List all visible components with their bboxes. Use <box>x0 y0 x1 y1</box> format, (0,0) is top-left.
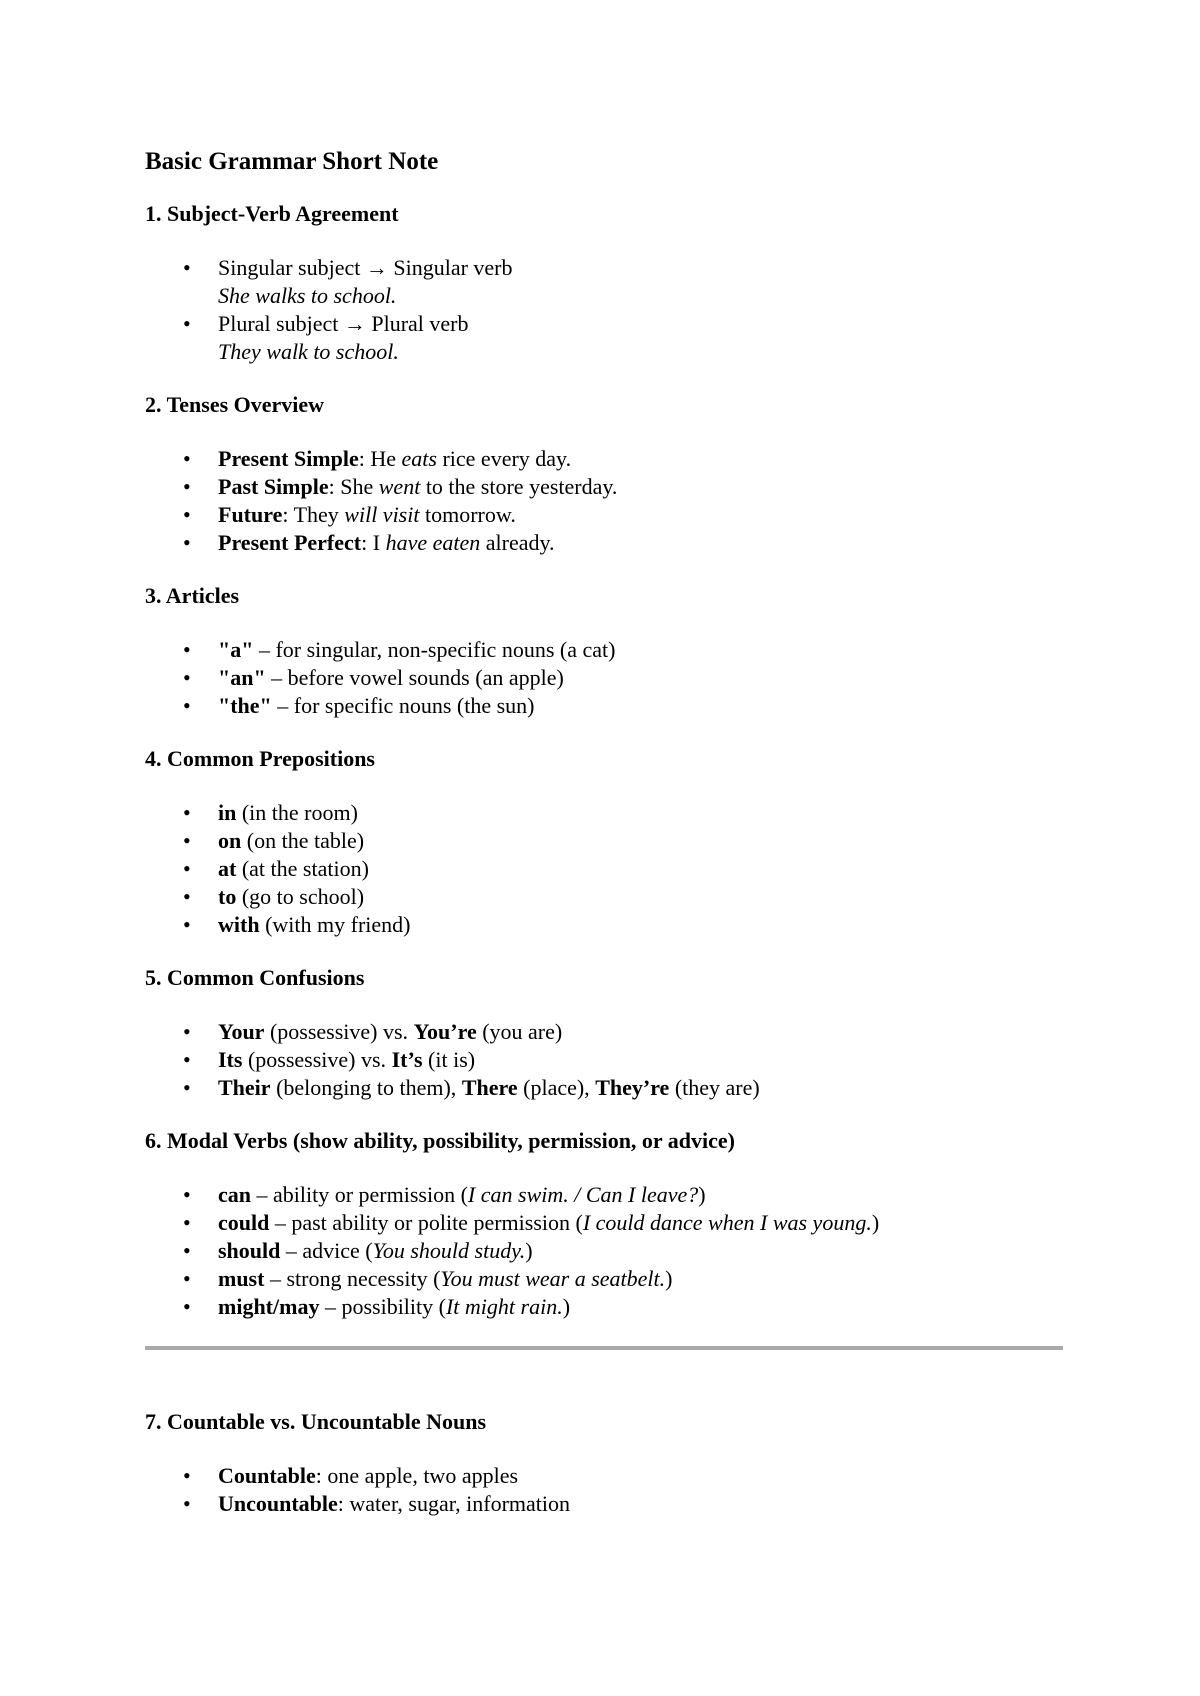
bullet-icon: • <box>183 1019 191 1044</box>
noun-type-term: Uncountable <box>218 1491 338 1516</box>
list-item <box>145 1462 1065 1490</box>
tense-term: Present Perfect <box>218 530 362 555</box>
item-text: : He <box>358 446 402 471</box>
subject-verb-list <box>145 254 1065 366</box>
section-heading-tenses: 2. Tenses Overview <box>145 392 325 417</box>
preposition-term: to <box>218 884 237 909</box>
confusion-term: Its <box>218 1047 243 1072</box>
list-item <box>145 1018 1065 1046</box>
list-item <box>145 473 1065 501</box>
articles-list <box>145 636 1065 720</box>
list-item <box>145 664 1065 692</box>
bullet-icon: • <box>183 1238 191 1263</box>
item-text: (they are) <box>669 1075 760 1100</box>
bullet-icon: • <box>183 1182 191 1207</box>
list-item <box>145 1046 1065 1074</box>
item-text: (with my friend) <box>259 912 411 937</box>
example-sentence: They walk to school. <box>218 339 399 364</box>
bullet-icon: • <box>183 1210 191 1235</box>
tense-term: Future <box>218 502 283 527</box>
preposition-term: at <box>218 856 237 881</box>
item-emphasis: have eaten <box>385 530 481 555</box>
list-item <box>145 1074 1065 1102</box>
article-term: "the" <box>218 693 272 718</box>
list-item <box>145 1293 1065 1321</box>
bullet-icon: • <box>183 1463 191 1488</box>
modal-term: must <box>218 1266 265 1291</box>
list-item <box>145 1209 1065 1237</box>
bullet-icon: • <box>183 856 191 881</box>
list-item <box>145 692 1065 720</box>
bullet-icon: • <box>183 474 191 499</box>
item-text: (belonging to them), <box>270 1075 462 1100</box>
list-item <box>145 529 1065 557</box>
list-item <box>145 501 1065 529</box>
item-text: (possessive) vs. <box>242 1047 392 1072</box>
bullet-icon: • <box>183 912 191 937</box>
horizontal-divider <box>145 1346 1063 1350</box>
item-text: : one apple, two apples <box>315 1463 519 1488</box>
item-text: (it is) <box>422 1047 476 1072</box>
confusion-term: Their <box>218 1075 271 1100</box>
modal-term: should <box>218 1238 281 1263</box>
item-text: – ability or permission ( <box>251 1182 468 1207</box>
countable-list <box>145 1462 1065 1518</box>
confusion-term: Your <box>218 1019 265 1044</box>
modal-term: might/may <box>218 1294 320 1319</box>
list-item <box>145 636 1065 664</box>
item-emphasis: eats <box>401 446 437 471</box>
list-item <box>145 1265 1065 1293</box>
article-term: "an" <box>218 665 266 690</box>
confusion-term: There <box>461 1075 518 1100</box>
confusion-term: They’re <box>595 1075 670 1100</box>
item-text: already. <box>480 530 555 555</box>
bullet-icon: • <box>183 693 191 718</box>
modal-term: could <box>218 1210 270 1235</box>
list-item <box>145 254 1065 310</box>
bullet-icon: • <box>183 665 191 690</box>
item-text: – advice ( <box>280 1238 373 1263</box>
bullet-icon: • <box>183 884 191 909</box>
list-item <box>145 310 1065 366</box>
item-text: – for specific nouns (the sun) <box>271 693 535 718</box>
item-text: ) <box>698 1182 706 1207</box>
tense-term: Present Simple <box>218 446 359 471</box>
item-emphasis: went <box>378 474 421 499</box>
section-heading-prepositions: 4. Common Prepositions <box>145 746 375 771</box>
list-item <box>145 799 1065 827</box>
modal-term: can <box>218 1182 251 1207</box>
list-item <box>145 1237 1065 1265</box>
item-text: to the store yesterday. <box>420 474 618 499</box>
bullet-icon: • <box>183 800 191 825</box>
preposition-term: on <box>218 828 242 853</box>
tense-term: Past Simple <box>218 474 329 499</box>
bullet-icon: • <box>183 446 191 471</box>
bullet-icon: • <box>183 502 191 527</box>
item-text: : They <box>282 502 345 527</box>
item-text: (at the station) <box>236 856 369 881</box>
item-text: (place), <box>517 1075 596 1100</box>
list-item <box>145 827 1065 855</box>
bullet-icon: • <box>183 1266 191 1291</box>
document-body <box>145 146 1065 1543</box>
item-text: (go to school) <box>236 884 365 909</box>
list-item <box>145 1181 1065 1209</box>
rule-text: Plural subject → Plural verb <box>218 311 469 336</box>
page-title: Basic Grammar Short Note <box>145 148 439 175</box>
list-item <box>145 883 1065 911</box>
item-text: : I <box>361 530 386 555</box>
bullet-icon: • <box>183 530 191 555</box>
item-text: rice every day. <box>436 446 572 471</box>
item-text: (in the room) <box>236 800 358 825</box>
item-text: – before vowel sounds (an apple) <box>265 665 564 690</box>
section-heading-modal-verbs: 6. Modal Verbs (show ability, possibility, permission, or advice) <box>145 1128 736 1153</box>
bullet-icon: • <box>183 1491 191 1516</box>
item-text: ) <box>562 1294 571 1319</box>
item-emphasis: You should study. <box>372 1238 526 1263</box>
list-item <box>145 911 1065 939</box>
item-text: (you are) <box>476 1019 563 1044</box>
bullet-icon: • <box>183 1075 191 1100</box>
item-emphasis: I could dance when I was young. <box>582 1210 872 1235</box>
bullet-icon: • <box>183 1294 191 1319</box>
item-emphasis: will visit <box>344 502 420 527</box>
example-sentence: She walks to school. <box>218 283 397 308</box>
confusion-term: It’s <box>391 1047 423 1072</box>
item-emphasis: It might rain. <box>445 1294 563 1319</box>
item-emphasis: You must wear a seatbelt. <box>440 1266 666 1291</box>
section-heading-articles: 3. Articles <box>145 583 240 608</box>
preposition-term: in <box>218 800 237 825</box>
confusions-list <box>145 1018 1065 1102</box>
bullet-icon: • <box>183 311 191 336</box>
tenses-list <box>145 445 1065 557</box>
item-emphasis: I can swim. / Can I leave? <box>467 1182 699 1207</box>
modal-verbs-list <box>145 1181 1065 1321</box>
prepositions-list <box>145 799 1065 939</box>
bullet-icon: • <box>183 1047 191 1072</box>
confusion-term: You’re <box>413 1019 477 1044</box>
item-text: – for singular, non-specific nouns (a cat) <box>253 637 616 662</box>
item-text: – possibility ( <box>319 1294 446 1319</box>
item-text: (possessive) vs. <box>264 1019 414 1044</box>
item-text: – past ability or polite permission ( <box>269 1210 583 1235</box>
item-text: : She <box>328 474 379 499</box>
list-item <box>145 445 1065 473</box>
preposition-term: with <box>218 912 260 937</box>
bullet-icon: • <box>183 828 191 853</box>
section-heading-countable: 7. Countable vs. Uncountable Nouns <box>145 1409 487 1434</box>
item-text: (on the table) <box>241 828 365 853</box>
bullet-icon: • <box>183 255 191 280</box>
item-text: ) <box>871 1210 880 1235</box>
list-item <box>145 855 1065 883</box>
section-heading-confusions: 5. Common Confusions <box>145 965 365 990</box>
item-text: tomorrow. <box>419 502 516 527</box>
item-text: – strong necessity ( <box>264 1266 441 1291</box>
rule-text: Singular subject → Singular verb <box>218 255 513 280</box>
list-item <box>145 1490 1065 1518</box>
noun-type-term: Countable <box>218 1463 316 1488</box>
item-text: ) <box>665 1266 673 1291</box>
item-text: ) <box>525 1238 533 1263</box>
article-term: "a" <box>218 637 254 662</box>
item-text: : water, sugar, information <box>337 1491 571 1516</box>
section-heading-subject-verb: 1. Subject-Verb Agreement <box>145 201 399 226</box>
bullet-icon: • <box>183 637 191 662</box>
